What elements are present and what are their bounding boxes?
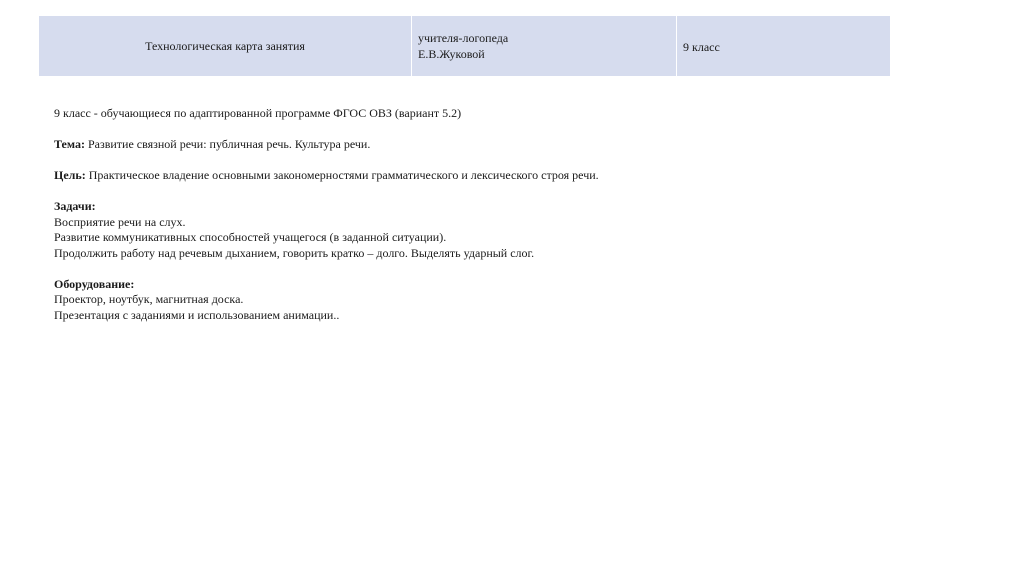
goal-line [54,168,954,184]
equipment-heading: Оборудование: [54,276,135,291]
grade-label: 9 класс [683,40,720,54]
task-item: Продолжить работу над речевым дыханием, говорить кратко – долго. Выделять ударный слог. [54,245,535,260]
header-title-cell [39,16,412,76]
equipment-item: Презентация с заданиями и использованием анимации.. [54,307,340,322]
goal-text: Практическое владение основными закономерностями грамматического и лексического строя речи. [85,168,599,182]
header-teacher-cell [412,16,677,76]
header-table [39,16,890,76]
lesson-map-title: Технологическая карта занятия [145,39,305,53]
task-item: Развитие коммуникативных способностей учащегося (в заданной ситуации). [54,230,447,244]
teacher-name: Е.В.Жуковой [418,47,485,61]
task-item: Восприятие речи на слух. [54,214,186,229]
document-body [54,106,954,323]
topic-line [54,137,954,153]
goal-label: Цель: [54,168,86,182]
equipment-item: Проектор, ноутбук, магнитная доска. [54,292,244,306]
intro-line: 9 класс - обучающиеся по адаптированной программе ФГОС ОВЗ (вариант 5.2) [54,106,462,120]
topic-label: Тема: [54,137,85,151]
header-grade-cell [677,16,890,76]
topic-text: Развитие связной речи: публичная речь. Культура речи. [84,137,371,151]
teacher-role: учителя-логопеда [418,31,509,45]
tasks-heading: Задачи: [54,199,96,213]
